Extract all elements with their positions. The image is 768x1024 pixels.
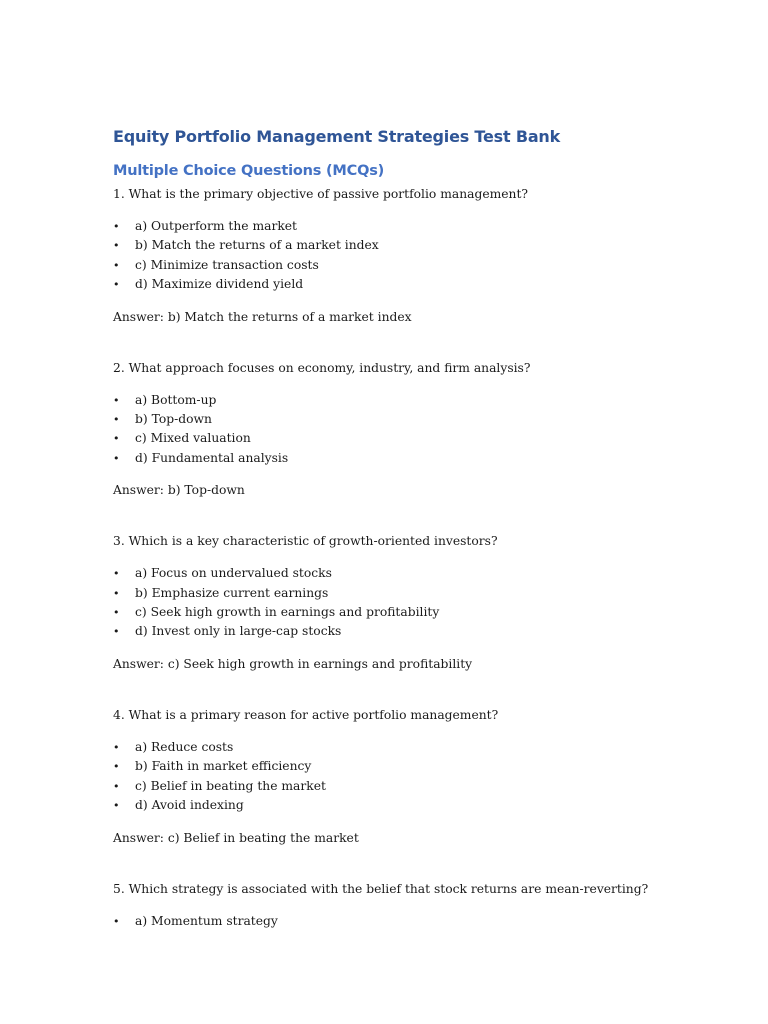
- option-text: d) Avoid indexing: [135, 798, 244, 813]
- question-text: 3. Which is a key characteristic of growth-oriented investors?: [113, 534, 498, 549]
- question-block-2: [113, 359, 713, 500]
- option-text: a) Momentum strategy: [135, 913, 278, 928]
- option-item: [113, 391, 713, 410]
- option-list: [113, 738, 713, 816]
- bullet-icon: •: [113, 393, 120, 407]
- option-item: [113, 236, 713, 255]
- bullet-icon: •: [113, 625, 120, 639]
- bullet-icon: •: [113, 779, 120, 793]
- question-block-5: [113, 880, 713, 931]
- option-text: c) Mixed valuation: [135, 431, 251, 446]
- option-item: [113, 410, 713, 429]
- option-text: a) Bottom-up: [135, 392, 217, 407]
- question-text: 4. What is a primary reason for active portfolio management?: [113, 707, 499, 722]
- bullet-icon: •: [113, 451, 120, 465]
- question-block-3: [113, 532, 713, 673]
- question-block-4: [113, 706, 713, 847]
- answer-text: Answer: b) Top-down: [113, 483, 245, 498]
- option-list: [113, 564, 713, 642]
- option-item: [113, 796, 713, 815]
- bullet-icon: •: [113, 914, 120, 928]
- option-item: [113, 217, 713, 236]
- option-text: d) Invest only in large-cap stocks: [135, 624, 342, 639]
- option-item: [113, 757, 713, 776]
- question-text: 5. Which strategy is associated with the belief that stock returns are mean-reverting?: [113, 881, 649, 896]
- question-block-1: [113, 185, 713, 326]
- option-item: [113, 603, 713, 622]
- option-text: b) Faith in market efficiency: [135, 759, 312, 774]
- option-item: [113, 777, 713, 796]
- option-text: d) Maximize dividend yield: [135, 277, 304, 292]
- answer-text: Answer: c) Seek high growth in earnings and profitability: [113, 656, 473, 671]
- bullet-icon: •: [113, 606, 120, 620]
- option-list: [113, 391, 713, 469]
- option-text: b) Emphasize current earnings: [135, 585, 329, 600]
- option-text: a) Reduce costs: [135, 739, 234, 754]
- bullet-icon: •: [113, 258, 120, 272]
- bullet-icon: •: [113, 278, 120, 292]
- option-text: b) Top-down: [135, 412, 212, 427]
- option-item: [113, 449, 713, 468]
- question-text: 2. What approach focuses on economy, industry, and firm analysis?: [113, 360, 531, 375]
- question-text: 1. What is the primary objective of passive portfolio management?: [113, 187, 529, 201]
- bullet-icon: •: [113, 239, 120, 253]
- option-text: c) Minimize transaction costs: [135, 257, 319, 272]
- bullet-icon: •: [113, 413, 120, 427]
- bullet-icon: •: [113, 432, 120, 446]
- option-text: c) Seek high growth in earnings and profitability: [135, 605, 440, 620]
- option-item: [113, 622, 713, 641]
- option-text: a) Outperform the market: [135, 219, 297, 233]
- document-page: [113, 124, 713, 931]
- option-text: c) Belief in beating the market: [135, 778, 326, 793]
- bullet-icon: •: [113, 799, 120, 813]
- section-title: Multiple Choice Questions (MCQs): [113, 163, 385, 179]
- answer-text: Answer: b) Match the returns of a market index: [113, 309, 412, 324]
- bullet-icon: •: [113, 586, 120, 600]
- option-list: [113, 217, 713, 295]
- option-item: [113, 275, 713, 294]
- bullet-icon: •: [113, 760, 120, 774]
- option-list: [113, 912, 713, 931]
- option-item: [113, 256, 713, 275]
- bullet-icon: •: [113, 740, 120, 754]
- option-item: [113, 429, 713, 448]
- option-item: [113, 912, 713, 931]
- document-title: Equity Portfolio Management Strategies Test Bank: [113, 127, 561, 146]
- option-item: [113, 564, 713, 583]
- bullet-icon: •: [113, 567, 120, 581]
- bullet-icon: •: [113, 220, 120, 233]
- option-item: [113, 738, 713, 757]
- option-text: a) Focus on undervalued stocks: [135, 566, 332, 581]
- answer-text: Answer: c) Belief in beating the market: [113, 830, 359, 845]
- option-text: b) Match the returns of a market index: [135, 238, 379, 253]
- option-text: d) Fundamental analysis: [135, 450, 289, 465]
- option-item: [113, 584, 713, 603]
